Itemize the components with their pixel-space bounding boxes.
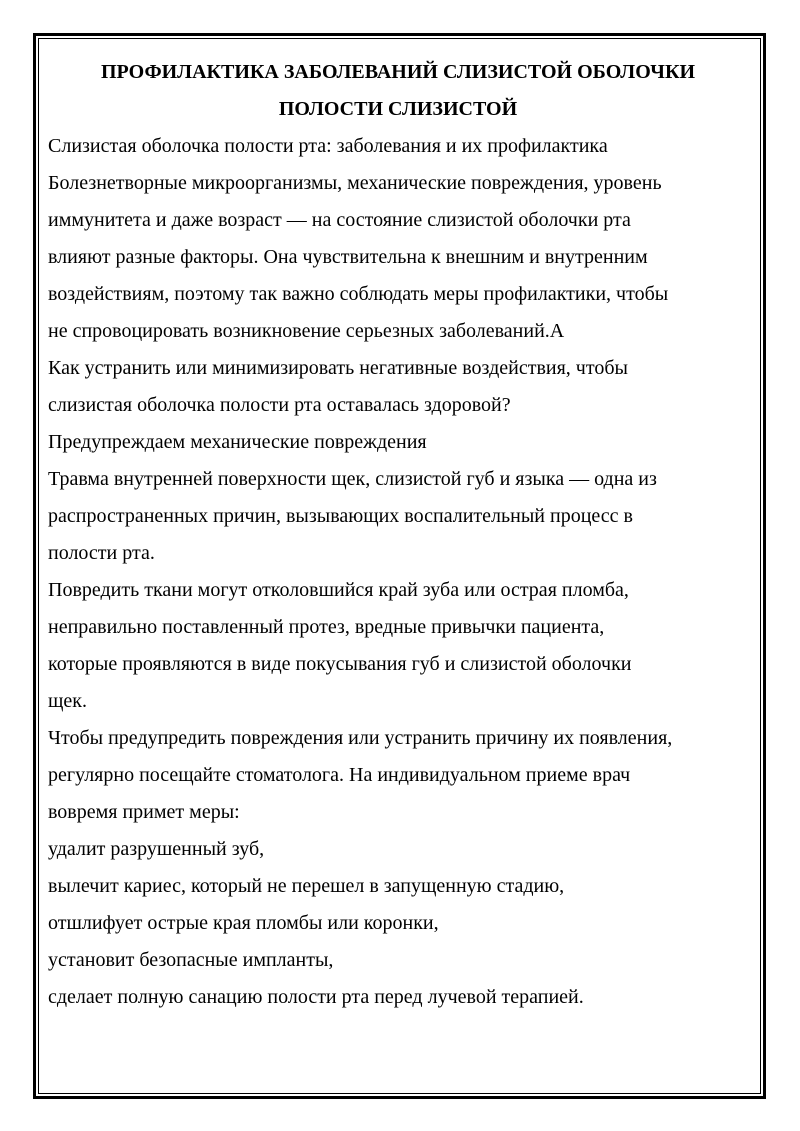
- list-item: установит безопасные импланты,: [48, 949, 334, 971]
- section-heading: Предупреждаем механические повреждения: [48, 431, 427, 453]
- text-line: регулярно посещайте стоматолога. На индивидуальном приеме врач: [48, 764, 631, 786]
- text-line: Слизистая оболочка полости рта: заболевания и их профилактика: [48, 135, 608, 157]
- title-line: ПОЛОСТИ СЛИЗИСТОЙ: [278, 98, 518, 120]
- list-item: отшлифует острые края пломбы или коронки,: [48, 912, 439, 934]
- text-line: иммунитета и даже возраст — на состояние слизистой оболочки рта: [48, 209, 631, 231]
- list-item: сделает полную санацию полости рта перед лучевой терапией.: [48, 986, 584, 1008]
- list-item: удалит разрушенный зуб,: [48, 838, 265, 860]
- document-title: [48, 54, 748, 128]
- text-line: распространенных причин, вызывающих воспалительный процесс в: [48, 505, 633, 527]
- text-line: которые проявляются в виде покусывания губ и слизистой оболочки: [48, 653, 632, 675]
- text-line: влияют разные факторы. Она чувствительна к внешним и внутренним: [48, 246, 648, 268]
- text-line: Чтобы предупредить повреждения или устранить причину их появления,: [48, 727, 673, 749]
- text-line: вовремя примет меры:: [48, 801, 240, 823]
- text-line: неправильно поставленный протез, вредные привычки пациента,: [48, 616, 605, 638]
- text-line: Повредить ткани могут отколовшийся край зуба или острая пломба,: [48, 579, 629, 601]
- text-line: не спровоцировать возникновение серьезных заболеваний.А: [48, 320, 565, 342]
- text-line: Как устранить или минимизировать негативные воздействия, чтобы: [48, 357, 628, 379]
- document-body: [48, 128, 748, 1016]
- list-item: вылечит кариес, который не перешел в запущенную стадию,: [48, 875, 565, 897]
- text-line: Травма внутренней поверхности щек, слизистой губ и языка — одна из: [48, 468, 657, 490]
- document-content: [48, 54, 748, 1016]
- title-line: ПРОФИЛАКТИКА ЗАБОЛЕВАНИЙ СЛИЗИСТОЙ ОБОЛОЧКИ: [100, 61, 695, 83]
- text-line: слизистая оболочка полости рта оставалась здоровой?: [48, 394, 511, 416]
- text-line: щек.: [48, 690, 87, 712]
- text-line: полости рта.: [48, 542, 155, 564]
- text-line: воздействиям, поэтому так важно соблюдать меры профилактики, чтобы: [48, 283, 669, 305]
- text-line: Болезнетворные микроорганизмы, механические повреждения, уровень: [48, 172, 662, 194]
